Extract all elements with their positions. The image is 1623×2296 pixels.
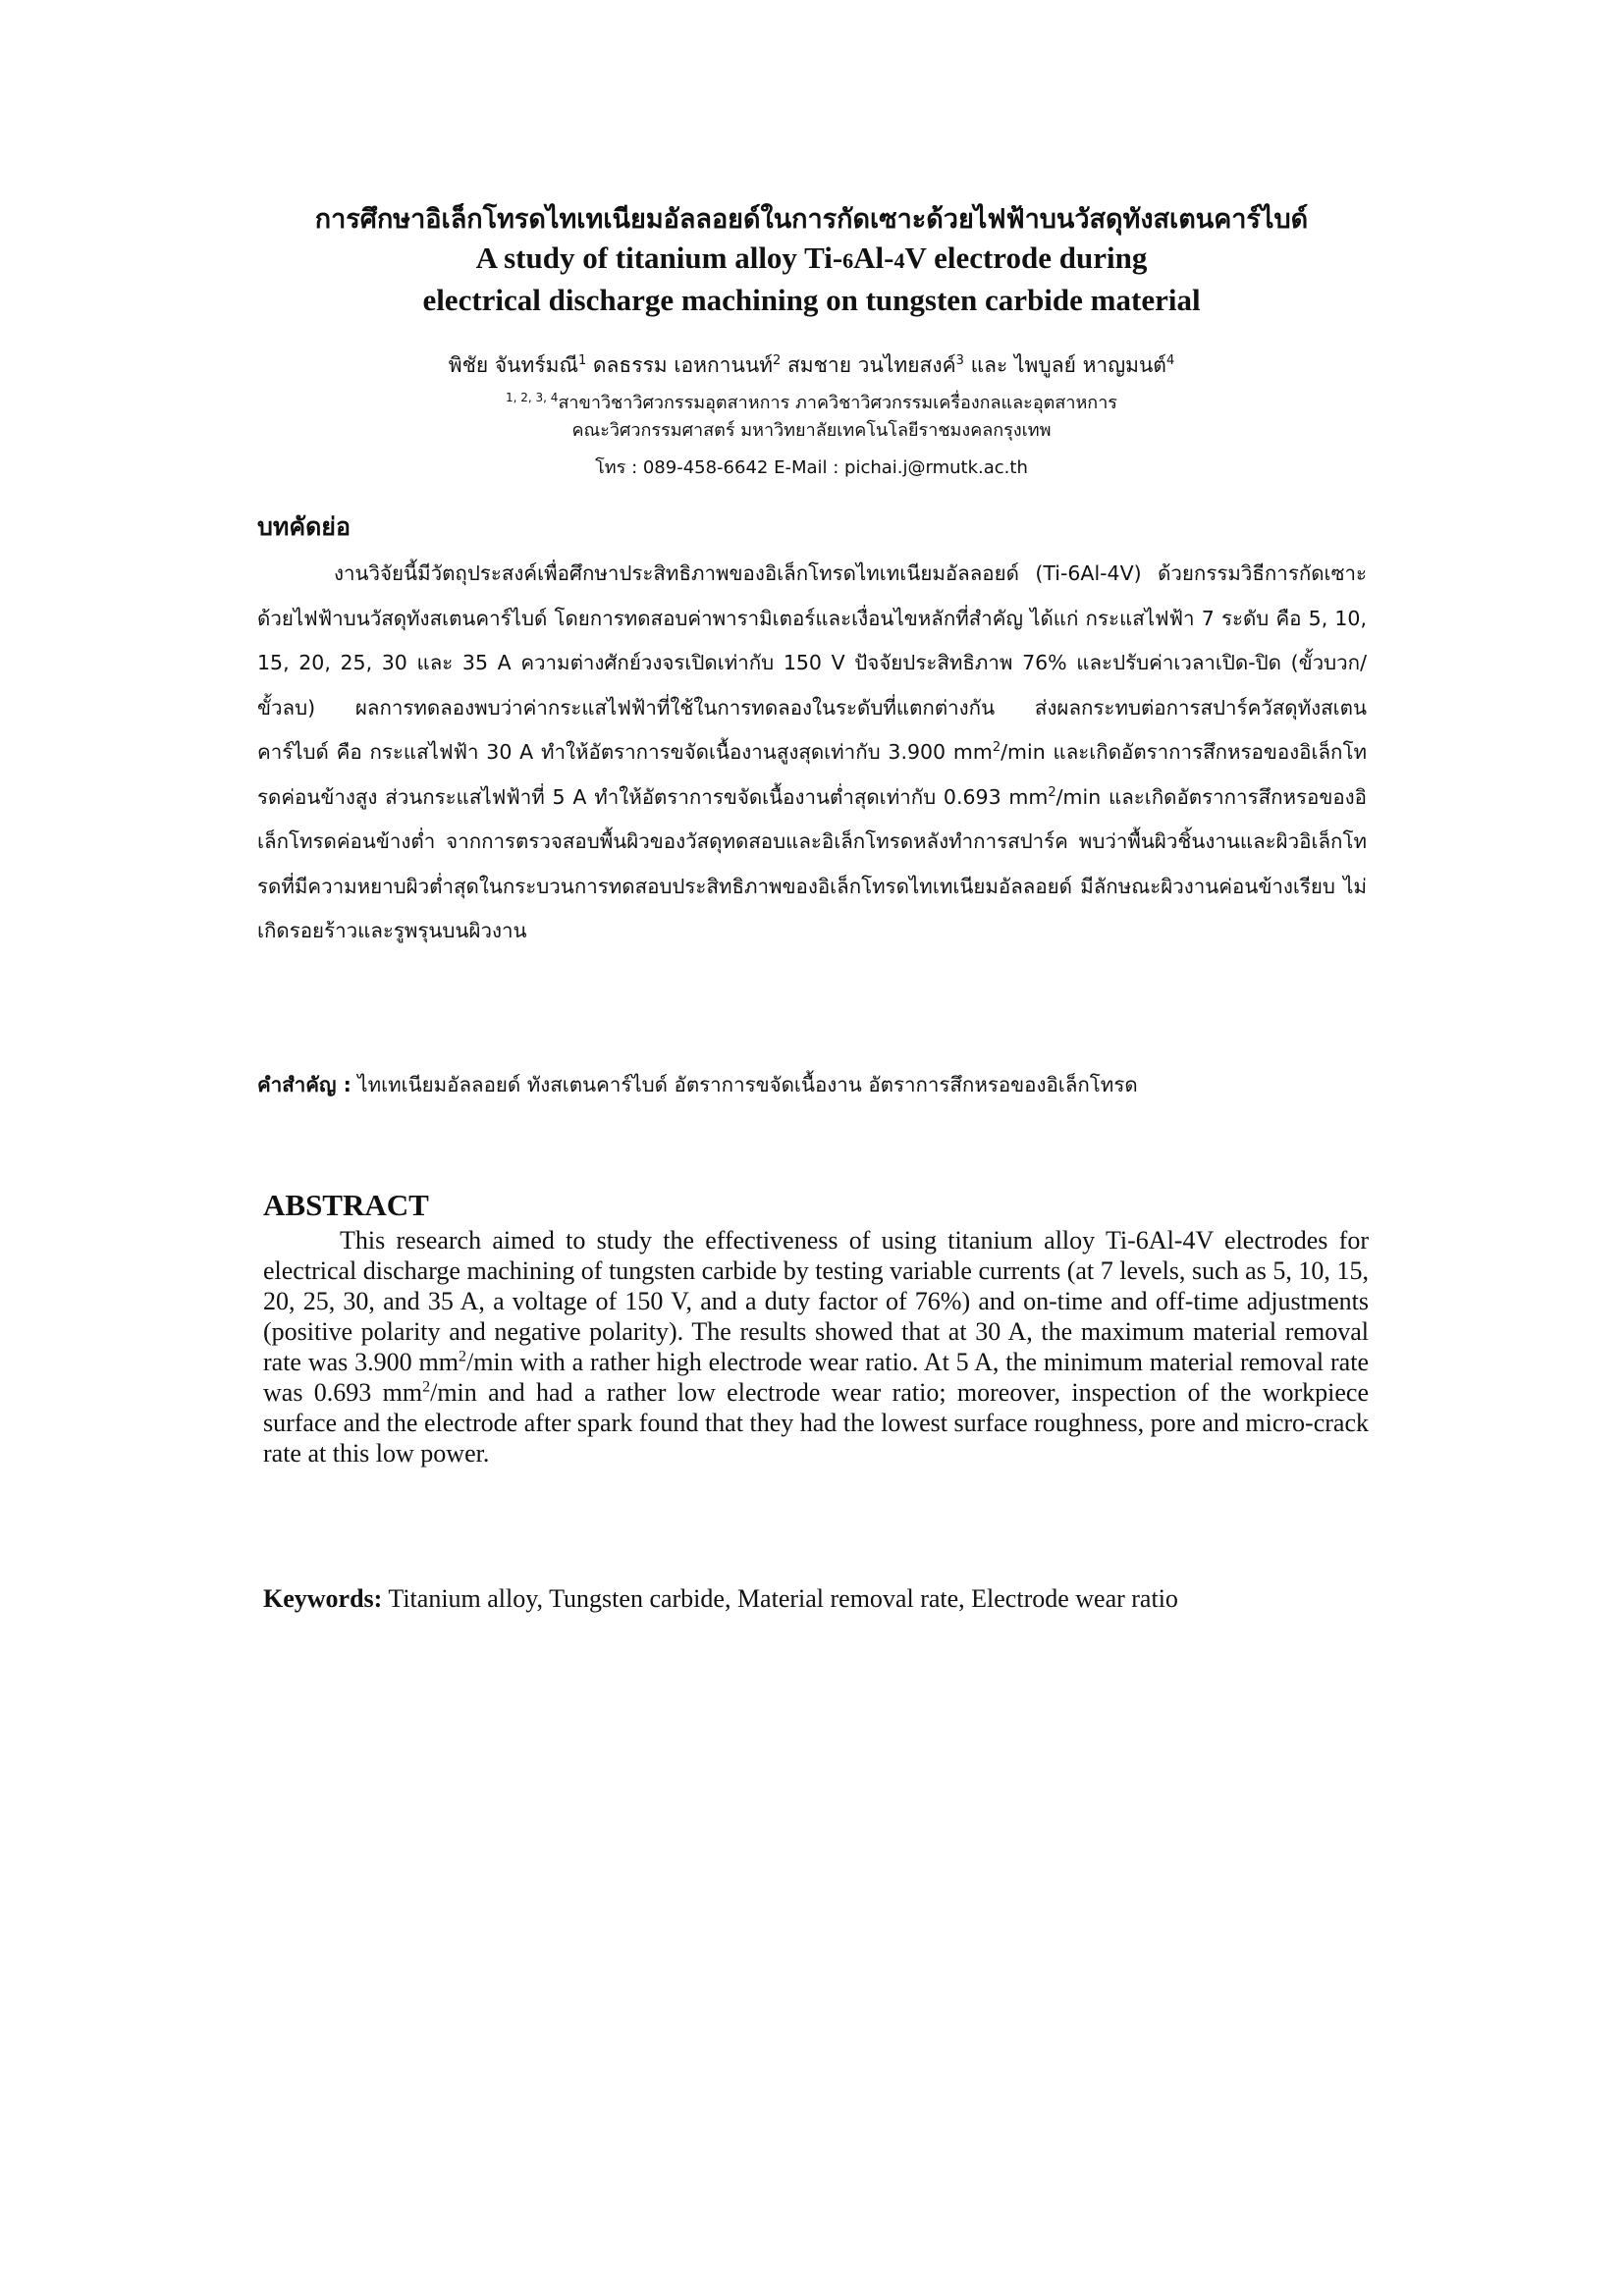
title-en-sub-6: 6 [842, 248, 854, 273]
superscript: 2 [992, 740, 1001, 756]
superscript: 2 [458, 1348, 466, 1365]
author-name: สมชาย วนไทยสงค์ [786, 353, 956, 377]
abstract-th-text: งานวิจัยนี้มีวัตถุประสงค์เพื่อศึกษาประสิทธิภาพของอิเล็กโทรดไทเทเนียมอัลลอยด์ (Ti-6Al-4V) ด้วยกรรมวิธีการกัดเซาะด้วยไฟฟ้าบนวัสดุทังสเตนคาร์ไบด์ โดยการทดสอบค่าพารามิเตอร์และเงื่อนไขหลักที่สำคัญ ได้แก่ กระแสไฟฟ้า 7 ระดับ คือ 5, 10, 15, 20, 25, 30 และ 35 A ความต่างศักย์วงจรเปิดเท่ากับ 150 V ปัจจัยประสิทธิภาพ 76% และปรับค่าเวลาเปิด-ปิด (ขั้วบวก/ขั้วลบ) ผลการทดลองพบว่าค่ากระแสไฟฟ้าที่ใช้ในการทดลองในระดับที่แตกต่างกัน ส่งผลกระทบต่อการสปาร์ควัสดุทังสเตนคาร์ไบด์ คือ กระแสไฟฟ้า 30 A ทำให้อัตราการขจัดเนื้องานสูงสุดเท่ากับ 3.900 mm [257, 561, 1367, 764]
keywords-en-text: Titanium alloy, Tungsten carbide, Material removal rate, Electrode wear ratio [382, 1584, 1178, 1613]
superscript: 2 [1048, 784, 1056, 800]
title-en-sub-4: 4 [893, 248, 905, 273]
affiliation-text: สาขาวิชาวิศวกรรมอุตสาหการ ภาควิชาวิศวกรรมเครื่องกลและอุตสาหการ [558, 393, 1117, 413]
affiliation-line2: คณะวิศวกรรมศาสตร์ มหาวิทยาลัยเทคโนโลยีราชมงคลกรุงเทพ [571, 420, 1052, 441]
title-thai: การศึกษาอิเล็กโทรดไทเทเนียมอัลลอยด์ในการกัดเซาะด้วยไฟฟ้าบนวัสดุทังสเตนคาร์ไบด์ [314, 204, 1309, 235]
keywords-en [263, 1582, 1392, 1616]
author-sup: 3 [955, 353, 964, 368]
author-name: ดลธรรม เอหกานนท์ [592, 353, 774, 377]
author-name: ไพบูลย์ หาญมนต์ [1014, 353, 1166, 377]
author-sup: 1 [577, 353, 587, 368]
author-sup: 4 [1165, 353, 1175, 368]
abstract-en-text: /min and had a rather low electrode wear ratio; moreover, inspection of the workpiece surface and the electrode after spark found that they had the lowest surface roughness, pore and micro-crack rate at this low power. [263, 1378, 1369, 1468]
abstract-en-text: /min with a rather high electrode wear ratio. At 5 A, the minimum material removal rate was 0.693 mm [263, 1348, 1369, 1407]
title-en-part-a: A study of titanium alloy Ti- [475, 240, 843, 275]
abstract-en-text: This research aimed to study the effectiveness of using titanium alloy Ti-6Al-4V electrodes for electrical discharge machining of tungsten carbide by testing variable currents (at 7 levels, such as 5, 10, 15, 20, 25, 30, and 35 A, a voltage of 150 V, and a duty factor of 76%) and on-time and off-time adjustments (positive polarity and negative polarity). The results showed that at 30 A, the maximum material removal rate was 3.900 mm [263, 1226, 1369, 1376]
contact-line: โทร : 089-458-6642 E-Mail : pichai.j@rmutk.ac.th [595, 457, 1028, 478]
keywords-en-label: Keywords: [263, 1584, 383, 1613]
superscript: 2 [422, 1378, 431, 1396]
keywords-th [257, 1068, 1386, 1101]
keywords-th-text: ไทเทเนียมอัลลอยด์ ทังสเตนคาร์ไบด์ อัตราการขจัดเนื้องาน อัตราการสึกหรอของอิเล็กโทรด [351, 1073, 1138, 1096]
abstract-en-heading: ABSTRACT [263, 1188, 429, 1222]
abstract-th-text: /min และเกิดอัตราการสึกหรอของอิเล็กโทรดค่อนข้างต่ำ จากการตรวจสอบพื้นผิวของวัสดุทดสอบและอิเล็กโทรดหลังทำการสปาร์ค พบว่าพื้นผิวชิ้นงานและผิวอิเล็กโทรดที่มีความหยาบผิวต่ำสุดในกระบวนการทดสอบประสิทธิภาพของอิเล็กโทรดไทเทเนียมอัลลอยด์ มีลักษณะผิวงานค่อนข้างเรียบ ไม่เกิดรอยร้าวและรูพรุนบนผิวงาน [257, 784, 1367, 942]
author-sup: 2 [773, 353, 782, 368]
abstract-th-body [257, 552, 1367, 954]
title-en-part-c: V electrode during [904, 240, 1148, 275]
abstract-th-heading: บทคัดย่อ [257, 512, 351, 541]
author-list [196, 346, 1427, 381]
title-english-line1 [196, 239, 1427, 281]
author-conjunction: และ [970, 353, 1008, 377]
title-english-line2: electrical discharge machining on tungsten carbide material [422, 283, 1201, 317]
affiliation-sup: 1, 2, 3, 4 [506, 391, 559, 404]
keywords-th-label: คำสำคัญ : [257, 1073, 352, 1096]
abstract-en-body [263, 1225, 1369, 1468]
author-name: พิชัย จันทร์มณี [448, 353, 578, 377]
title-en-part-b: Al- [853, 240, 894, 275]
title-block [196, 201, 1427, 320]
abstract-th-text: /min และเกิดอัตราการสึกหรอของอิเล็กโทรดค่อนข้างสูง ส่วนกระแสไฟฟ้าที่ 5 A ทำให้อัตราการขจัดเนื้องานต่ำสุดเท่ากับ 0.693 mm [257, 740, 1367, 809]
